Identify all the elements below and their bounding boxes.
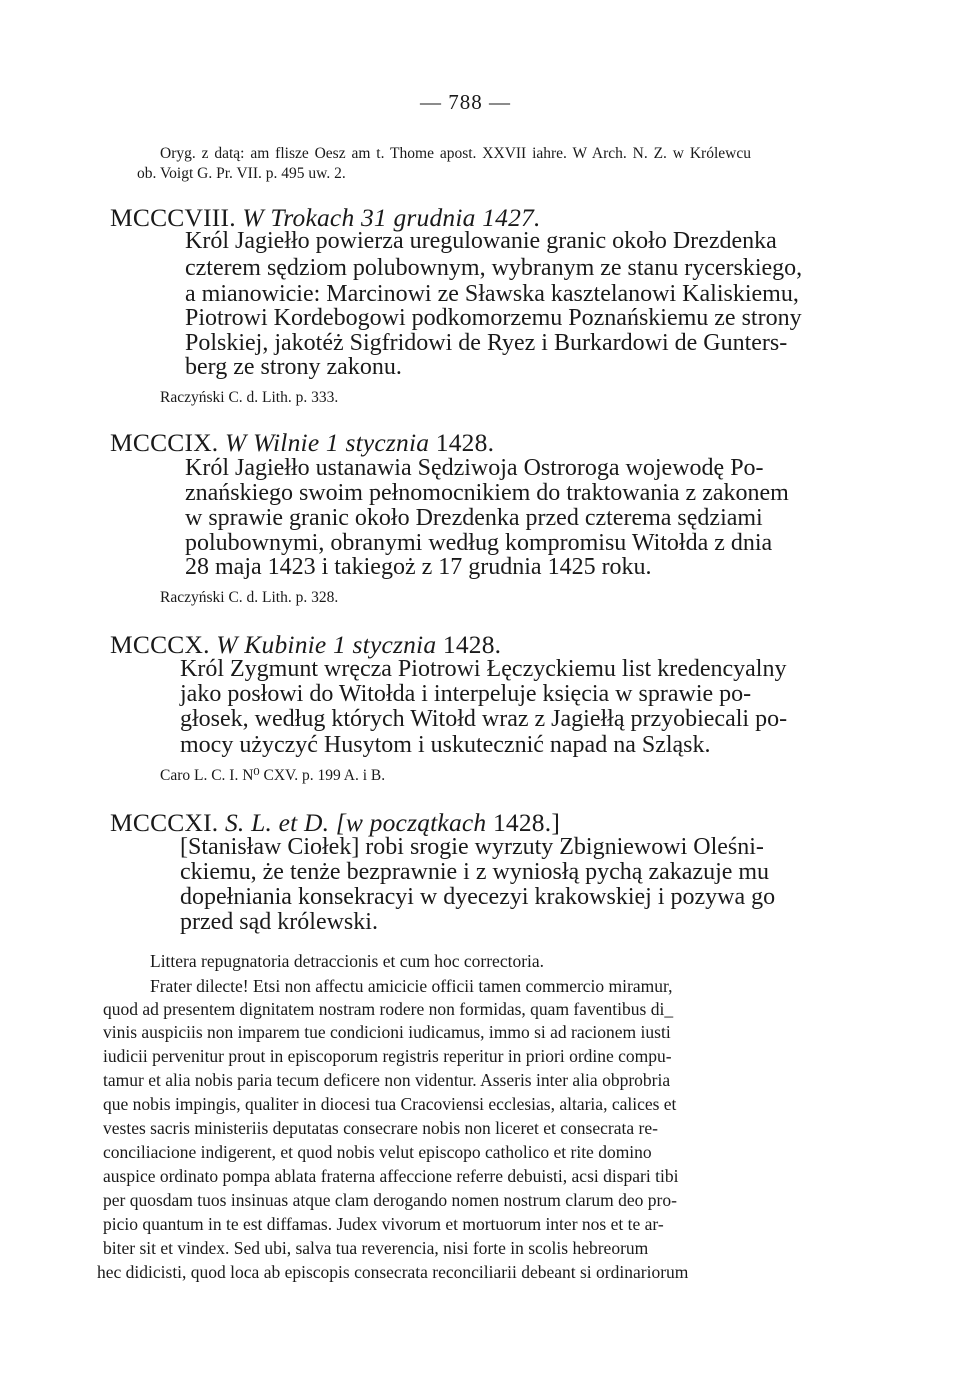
entry-text-line: polubownymi, obranymi według kompromisu Witołda z dnia [185,530,773,556]
entry-number: MCCCVIII. [110,203,236,232]
latin-line: vestes sacris ministeriis deputatas consecrare nobis non liceret et consecrata re- [103,1118,658,1138]
entry-text-line: Król Jagiełło ustanawia Sędziwoja Ostroroga wojewodę Po- [185,455,764,481]
entry-number: MCCCX. [110,630,210,659]
entry-text-line: Król Jagiełło powierza uregulowanie granic około Drezdenka [185,228,777,254]
entry-place: S. L. et D. [224,808,330,837]
latin-line: Frater dilecte! Etsi non affectu amicicie officii tamen commercio miramur, [150,976,673,996]
latin-line: auspice ordinato pompa ablata fraterna affeccione referre debuisti, acsi dispari tibi [103,1166,679,1186]
entry-date: 1428. [442,630,502,659]
entry-source: Raczyński C. d. Lith. p. 333. [160,389,339,406]
latin-line: que nobis impingis, qualiter in diocesi tua Cracoviensi ecclesias, altaria, calices et [103,1094,677,1114]
entry-text-line: [Stanisław Ciołek] robi srogie wyrzuty Zbigniewowi Oleśni- [180,834,764,860]
entry-text-line: 28 maja 1423 i takiegoż z 17 grudnia 1425 roku. [185,554,652,580]
entry-date-bracket: [w początkach [335,808,487,837]
latin-title: Littera repugnatoria detraccionis et cum hoc correctoria. [150,951,545,971]
entry-text-line: ckiemu, że tenże bezprawnie i z wyniosłą pychą zakazuje mu [180,859,770,885]
entry-source: Raczyński C. d. Lith. p. 328. [160,589,339,606]
preamble-source-line: Oryg. z datą: am flisze Oesz am t. Thome apost. XXVII iahre. W Arch. N. Z. w Królewcu [160,145,751,162]
latin-line: tamur et alia nobis paria tecum deficere non videntur. Asseris inter alia obprobria [103,1070,671,1090]
entry-text-line: przed sąd królewski. [180,909,378,935]
latin-line: iudicii pervenitur prout in episcoporum registris reperitur in priori ordine compu- [103,1046,672,1066]
latin-line: conciliacione indigerent, et quod nobis velut episcopo catholico et rite domino [103,1142,652,1162]
entry-text-line: Piotrowi Kordebogowi podkomorzemu Poznańskiemu ze strony [185,305,802,331]
entry-text-line: mocy użyczyć Husytom i uskutecznić napad na Szląsk. [180,732,711,758]
entry-source: Caro L. C. I. N⁰ CXV. p. 199 A. i B. [160,767,386,784]
entry-date: 1428.] [492,808,561,837]
entry-date: 31 grudnia 1427. [360,203,541,232]
latin-line: biter sit et vindex. Sed ubi, salva tua reverencia, nisi forte in scolis hebreorum [103,1238,649,1258]
latin-line: per quosdam tuos insinuas atque clam derogando nomen nostrum clarum deo pro- [103,1190,677,1210]
latin-line: quod ad presentem dignitatem nostram rodere non formidas, quam faventibus di_ [103,999,674,1019]
page-number: — 788 — [420,90,511,114]
entry-text-line: a mianowicie: Marcinowi ze Sławska kasztelanowi Kaliskiemu, [185,281,799,307]
entry-text-line: znańskiego swoim pełnomocnikiem do traktowania z zakonem [185,480,789,506]
entry-number: MCCCXI. [110,808,219,837]
entry-text-line: jako posłowi do Witołda i interpeluje księcia w sprawie po- [180,681,752,707]
latin-line: hec didicisti, quod loca ab episcopis consecrata reconciliarii debeant si ordinariorum [97,1262,689,1282]
entry-number: MCCCIX. [110,428,219,457]
entry-text-line: Polskiej, jakotéż Sigfridowi de Ryez i Burkardowi de Gunters- [185,330,788,356]
latin-line: vinis auspiciis non imparem tue condicioni iudicamus, immo si ad racionem iusti [103,1022,671,1042]
entry-text-line: głosek, według których Witołd wraz z Jagiełłą przyobiecali po- [180,706,788,732]
entry-text-line: dopełniania konsekracyi w dyecezyi krakowskiej i pozywa go [180,884,776,910]
entry-heading [110,428,494,458]
entry-place: W Kubinie 1 stycznia [216,630,437,659]
entry-date: 1428. [435,428,495,457]
entry-text-line: w sprawie granic około Drezdenka przed czterema sędziami [185,505,763,531]
entry-text-line: czterem sędziom polubownym, wybranym ze stanu rycerskiego, [185,255,803,281]
latin-line: picio quantum in te est diffamas. Judex vivorum et mortuorum inter nos et te ar- [103,1214,664,1234]
entry-place: W Trokach [242,203,355,232]
entry-text-line: Król Zygmunt wręcza Piotrowi Łęczyckiemu list kredencyalny [180,656,787,682]
entry-text-line: berg ze strony zakonu. [185,354,402,380]
preamble-source-line: ob. Voigt G. Pr. VII. p. 495 uw. 2. [137,165,346,182]
entry-place: W Wilnie 1 stycznia [224,428,430,457]
